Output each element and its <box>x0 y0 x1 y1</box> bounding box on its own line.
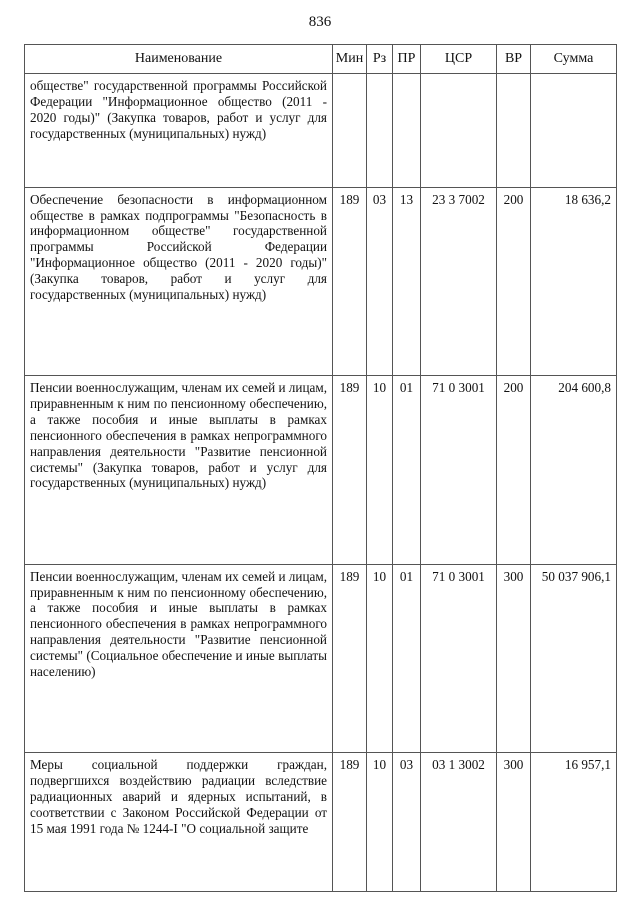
row-sum: 50 037 906,1 <box>531 564 617 753</box>
row-sum: 16 957,1 <box>531 753 617 892</box>
row-csr: 23 3 7002 <box>421 187 497 376</box>
page-number: 836 <box>308 14 332 30</box>
header-sum: Сумма <box>531 45 617 74</box>
row-vr: 300 <box>497 753 531 892</box>
table-row <box>25 187 617 376</box>
row-name: обществе" государственной программы Российской Федерации "Информационное общество (2011 - 2020 годы)" (Закупка товаров, работ и услуг для государственных (муниципальных) нужд) <box>25 74 333 188</box>
row-vr: 200 <box>497 376 531 565</box>
budget-table-container <box>24 44 616 892</box>
row-name: Обеспечение безопасности в информационном обществе в рамках подпрограммы "Безопасность в информационном обществе" государственной программы Российской Федерации "Информационное общество (2011 - 2020 годы)" (Закупка товаров, работ и услуг для государственных (муниципальных) нужд) <box>25 187 333 376</box>
row-pr: 01 <box>393 376 421 565</box>
row-rz: 10 <box>367 753 393 892</box>
table-row <box>25 74 617 188</box>
row-pr: 01 <box>393 564 421 753</box>
row-sum: 18 636,2 <box>531 187 617 376</box>
row-min: 189 <box>333 376 367 565</box>
header-csr: ЦСР <box>421 45 497 74</box>
table-header-row <box>25 45 617 74</box>
row-name: Пенсии военнослужащим, членам их семей и лицам, приравненным к ним по пенсионному обеспечению, а также пособия и иные выплаты в рамках пенсионного обеспечения в рамках непрограммного направления деятельности "Развитие пенсионной системы" (Социальное обеспечение и иные выплаты населению) <box>25 564 333 753</box>
header-rz: Рз <box>367 45 393 74</box>
row-rz <box>367 74 393 188</box>
row-pr: 03 <box>393 753 421 892</box>
table-row <box>25 376 617 565</box>
budget-table <box>24 44 617 892</box>
table-row <box>25 564 617 753</box>
row-min: 189 <box>333 564 367 753</box>
row-pr: 13 <box>393 187 421 376</box>
row-vr: 200 <box>497 187 531 376</box>
row-rz: 10 <box>367 376 393 565</box>
row-min <box>333 74 367 188</box>
row-sum: 204 600,8 <box>531 376 617 565</box>
header-pr: ПР <box>393 45 421 74</box>
row-sum <box>531 74 617 188</box>
header-name: Наименование <box>25 45 333 74</box>
header-vr: ВР <box>497 45 531 74</box>
row-name: Меры социальной поддержки граждан, подвергшихся воздействию радиации вследствие радиационных аварий и ядерных испытаний, в соответствии с Законом Российской Федерации от 15 мая 1991 года № 1244-I "О социальной защите <box>25 753 333 892</box>
table-row <box>25 753 617 892</box>
row-csr: 71 0 3001 <box>421 564 497 753</box>
row-name: Пенсии военнослужащим, членам их семей и лицам, приравненным к ним по пенсионному обеспечению, а также пособия и иные выплаты в рамках пенсионного обеспечения в рамках непрограммного направления деятельности "Развитие пенсионной системы" (Закупка товаров, работ и услуг для государственных (муниципальных) нужд) <box>25 376 333 565</box>
row-vr: 300 <box>497 564 531 753</box>
header-min: Мин <box>333 45 367 74</box>
row-min: 189 <box>333 187 367 376</box>
row-pr <box>393 74 421 188</box>
row-rz: 03 <box>367 187 393 376</box>
row-csr <box>421 74 497 188</box>
row-vr <box>497 74 531 188</box>
row-min: 189 <box>333 753 367 892</box>
row-rz: 10 <box>367 564 393 753</box>
row-csr: 03 1 3002 <box>421 753 497 892</box>
row-csr: 71 0 3001 <box>421 376 497 565</box>
